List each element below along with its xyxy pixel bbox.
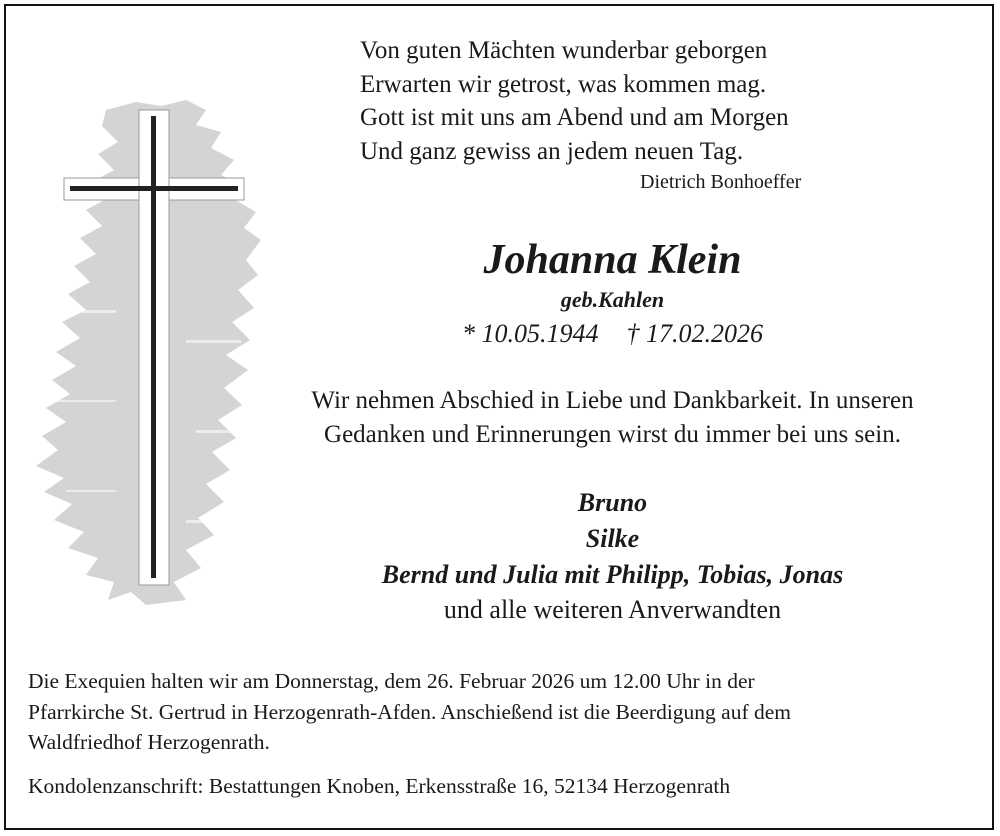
service-line: Waldfriedhof Herzogenrath. bbox=[28, 730, 270, 754]
life-dates bbox=[240, 318, 985, 350]
funeral-service-info bbox=[28, 666, 978, 758]
relatives-line: und alle weiteren Anverwandten bbox=[443, 595, 782, 624]
poem-author: Dietrich Bonhoeffer bbox=[640, 171, 802, 193]
farewell-line: Wir nehmen Abschied in Liebe und Dankbarkeit. In unseren bbox=[311, 387, 914, 414]
poem-line: Von guten Mächten wunderbar geborgen bbox=[360, 37, 768, 64]
mourners-list bbox=[240, 485, 985, 593]
cross-icon bbox=[36, 100, 266, 605]
service-line: Die Exequien halten wir am Donnerstag, dem 26. Februar 2026 um 12.00 Uhr in der bbox=[28, 669, 755, 693]
birth-date: * 10.05.1944 bbox=[462, 319, 599, 348]
poem bbox=[360, 34, 920, 168]
poem-line: Gott ist mit uns am Abend und am Morgen bbox=[360, 104, 789, 131]
mourner-name: Bernd und Julia mit Philipp, Tobias, Jonas bbox=[381, 560, 844, 589]
mourner-name: Bruno bbox=[577, 488, 648, 517]
poem-line: Erwarten wir getrost, was kommen mag. bbox=[360, 70, 767, 98]
condolence-address: Kondolenzanschrift: Bestattungen Knoben, Erkensstraße 16, 52134 Herzogenrath bbox=[28, 774, 731, 798]
death-date: † 17.02.2026 bbox=[626, 319, 763, 348]
maiden-name: geb.Kahlen bbox=[560, 287, 665, 312]
farewell-line: Gedanken und Erinnerungen wirst du immer bei uns sein. bbox=[324, 421, 901, 448]
farewell-text bbox=[240, 384, 985, 452]
poem-line: Und ganz gewiss an jedem neuen Tag. bbox=[360, 137, 744, 165]
service-line: Pfarrkirche St. Gertrud in Herzogenrath-Afden. Anschießend ist die Beerdigung auf dem bbox=[28, 699, 792, 724]
mourner-name: Silke bbox=[585, 524, 640, 553]
deceased-name: Johanna Klein bbox=[483, 237, 742, 283]
